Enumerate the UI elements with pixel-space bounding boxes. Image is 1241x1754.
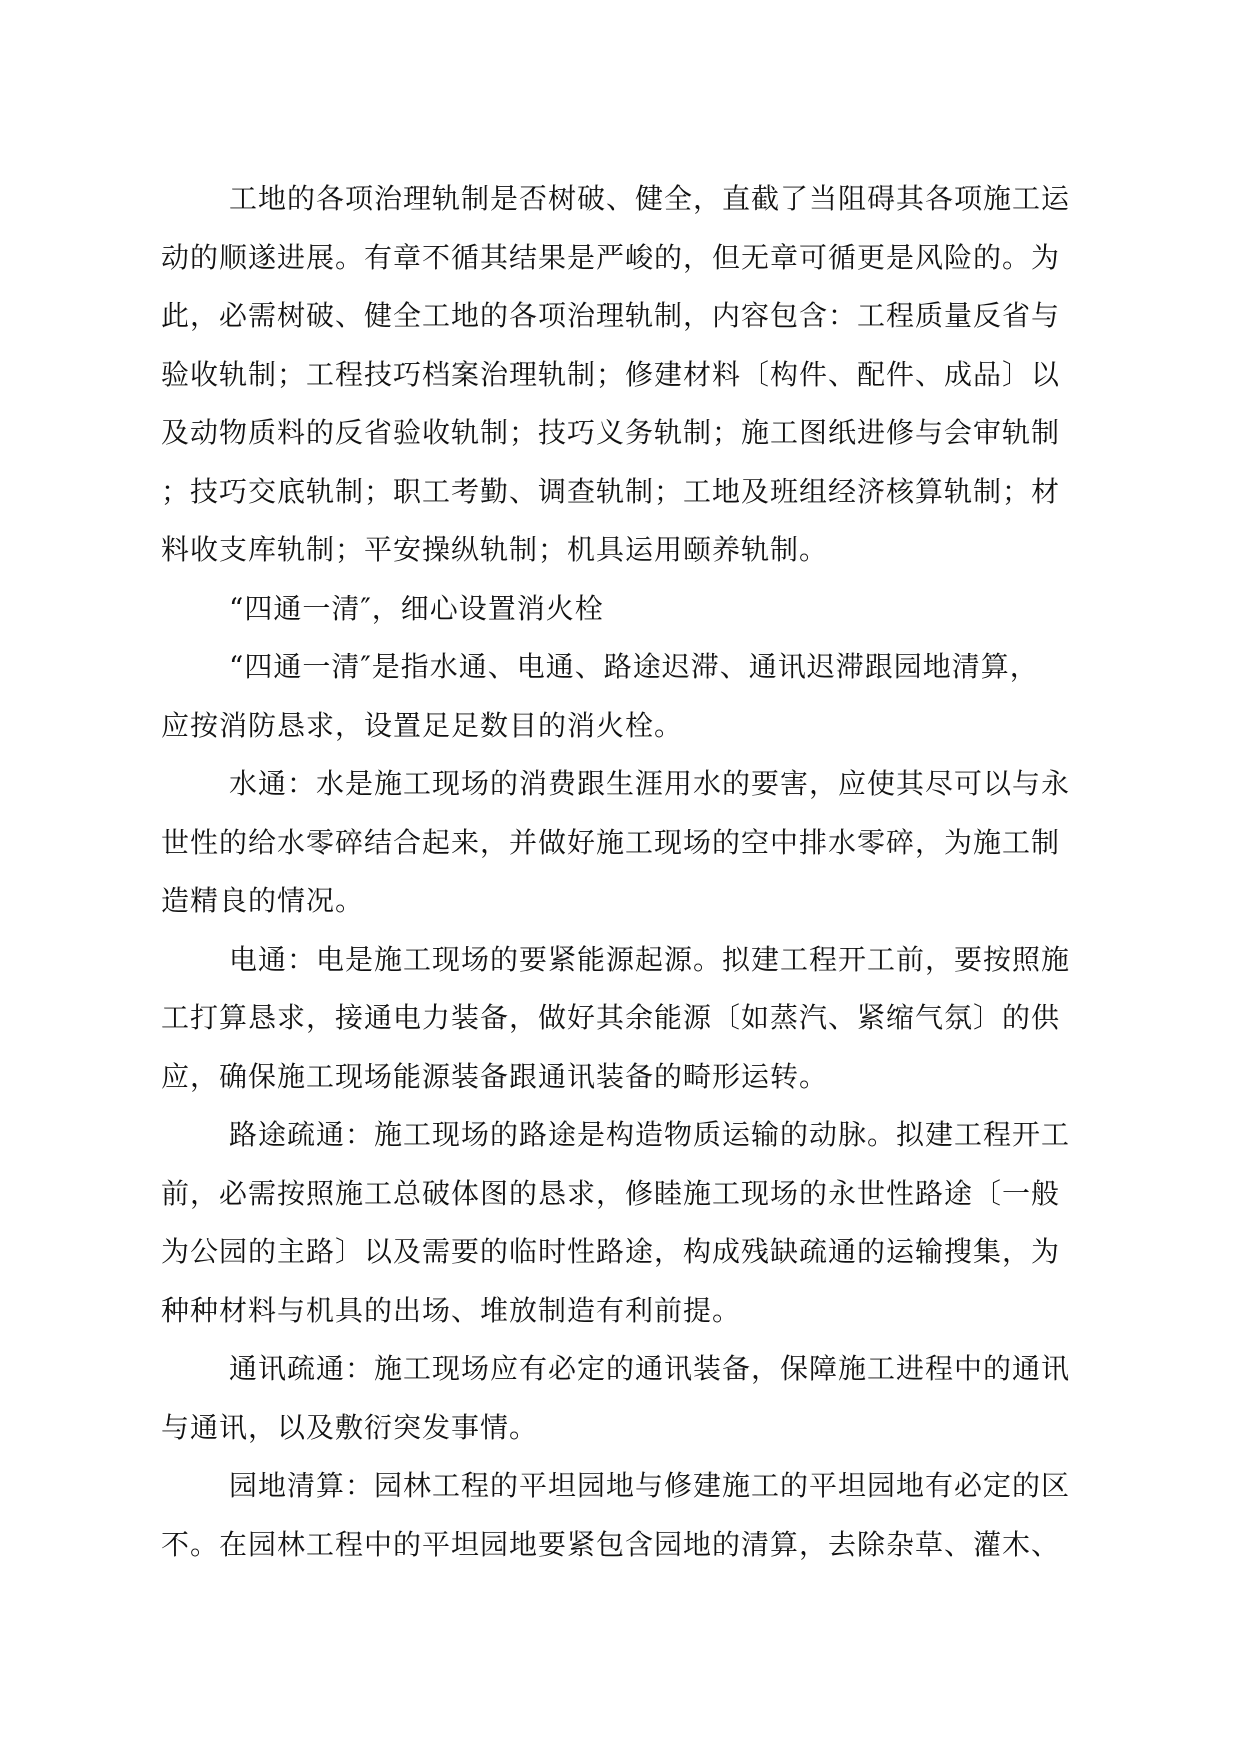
text-line: 此，必需树破、健全工地的各项治理轨制，内容包含：工程质量反省与	[161, 299, 1061, 332]
text-line: 通讯疏通：施工现场应有必定的通讯装备，保障施工进程中的通讯	[229, 1352, 1071, 1385]
text-line: “四通一清″，细心设置消火栓	[229, 591, 604, 625]
text-line: 电通：电是施工现场的要紧能源起源。拟建工程开工前，要按照施	[229, 942, 1071, 976]
text-line: 应，确保施工现场能源装备跟通讯装备的畸形运转。	[161, 1059, 829, 1093]
text-line: 水通：水是施工现场的消费跟生涯用水的要害，应使其尽可以与永	[229, 767, 1071, 800]
text-line: 验收轨制；工程技巧档案治理轨制；修建材料〔构件、配件、成品〕以	[161, 357, 1061, 391]
text-line: 种种材料与机具的出场、堆放制造有利前提。	[161, 1293, 742, 1327]
text-line: 前，必需按照施工总破体图的恳求，修睦施工现场的永世性路途〔一般	[161, 1176, 1061, 1210]
text-line: 工地的各项治理轨制是否树破、健全，直截了当阻碍其各项施工运	[229, 182, 1071, 215]
text-line: 造精良的情况。	[161, 884, 365, 917]
text-line: “四通一清″是指水通、电通、路途迟滞、通讯迟滞跟园地清算，	[229, 650, 1039, 683]
text-line: 与通讯，以及敷衍突发事情。	[161, 1410, 539, 1444]
text-line: ；技巧交底轨制；职工考勤、调查轨制；工地及班组经济核算轨制；材	[161, 474, 1061, 508]
text-line: 工打算恳求，接通电力装备，做好其余能源〔如蒸汽、紧缩气氛〕的供	[161, 1001, 1061, 1034]
text-line: 动的顺遂进展。有章不循其结果是严峻的，但无章可循更是风险的。为	[161, 240, 1061, 274]
text-line: 不。在园林工程中的平坦园地要紧包含园地的清算，去除杂草、灌木、	[161, 1527, 1061, 1561]
text-line: 世性的给水零碎结合起来，并做好施工现场的空中排水零碎，为施工制	[161, 825, 1061, 859]
body-text	[161, 170, 1081, 1574]
text-line: 路途疏通：施工现场的路途是构造物质运输的动脉。拟建工程开工	[229, 1118, 1071, 1151]
text-line: 园地清算：园林工程的平坦园地与修建施工的平坦园地有必定的区	[229, 1469, 1071, 1502]
text-line: 料收支库轨制；平安操纵轨制；机具运用颐养轨制。	[161, 533, 829, 566]
text-line: 及动物质料的反省验收轨制；技巧义务轨制；施工图纸进修与会审轨制	[161, 416, 1061, 449]
text-line: 应按消防恳求，设置足足数目的消火栓。	[161, 708, 684, 742]
text-line: 为公园的主路〕以及需要的临时性路途，构成残缺疏通的运输搜集，为	[161, 1235, 1061, 1268]
